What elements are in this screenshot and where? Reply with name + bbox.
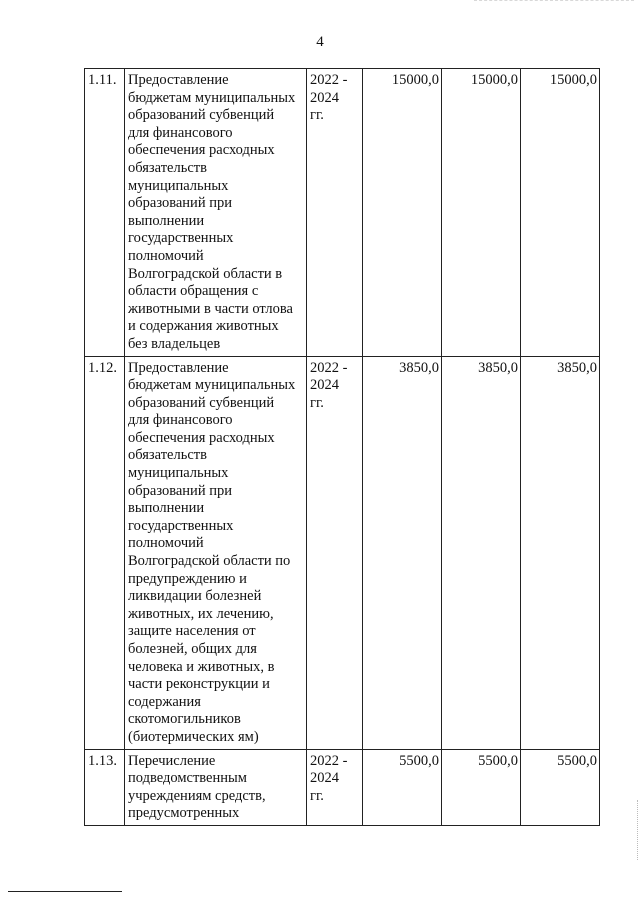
- row-value-2024: 5500,0: [521, 749, 600, 825]
- table-row: [85, 356, 600, 749]
- row-value-2022: 3850,0: [363, 356, 442, 749]
- table-row: [85, 749, 600, 825]
- row-value-2023: 3850,0: [442, 356, 521, 749]
- table-row: [85, 69, 600, 357]
- row-description: Предоставление бюджетам муниципальных образований субвенций для финансового обеспечения расходных обязательств муниципальных образований при выполнении государственных полномочий Волгоградской области в области обращения с животными в части отлова и содержания животных без владельцев: [128, 72, 296, 352]
- row-description: Перечисление подведомственным учреждениям средств, предусмотренных: [128, 752, 266, 822]
- row-value-2024: 15000,0: [521, 69, 600, 357]
- row-value-2022: 15000,0: [363, 69, 442, 357]
- row-value-2023: 5500,0: [442, 749, 521, 825]
- row-period: 2022 - 2024 гг.: [310, 752, 348, 804]
- row-number: 1.11.: [85, 69, 125, 357]
- row-description: Предоставление бюджетам муниципальных образований субвенций для финансового обеспечения расходных обязательств муниципальных образований при выполнении государственных полномочий Волгоградской области по предупреждению и ликвидации болезней животных, их лечению, защите населения от болезней, общих для человека и животных, в части реконструкции и содержания скотомогильников (биотермических ям): [128, 359, 296, 745]
- scan-artifact-top: [474, 0, 634, 1]
- row-value-2022: 5500,0: [363, 749, 442, 825]
- row-period: 2022 - 2024 гг.: [310, 359, 348, 411]
- row-number: 1.12.: [85, 356, 125, 749]
- row-period: 2022 - 2024 гг.: [310, 72, 348, 124]
- footer-rule: [8, 891, 122, 892]
- page-number: 4: [316, 34, 324, 50]
- row-number: 1.13.: [85, 749, 125, 825]
- row-value-2023: 15000,0: [442, 69, 521, 357]
- program-activities-table: [84, 68, 600, 826]
- scan-artifact-edge: [635, 800, 638, 860]
- row-value-2024: 3850,0: [521, 356, 600, 749]
